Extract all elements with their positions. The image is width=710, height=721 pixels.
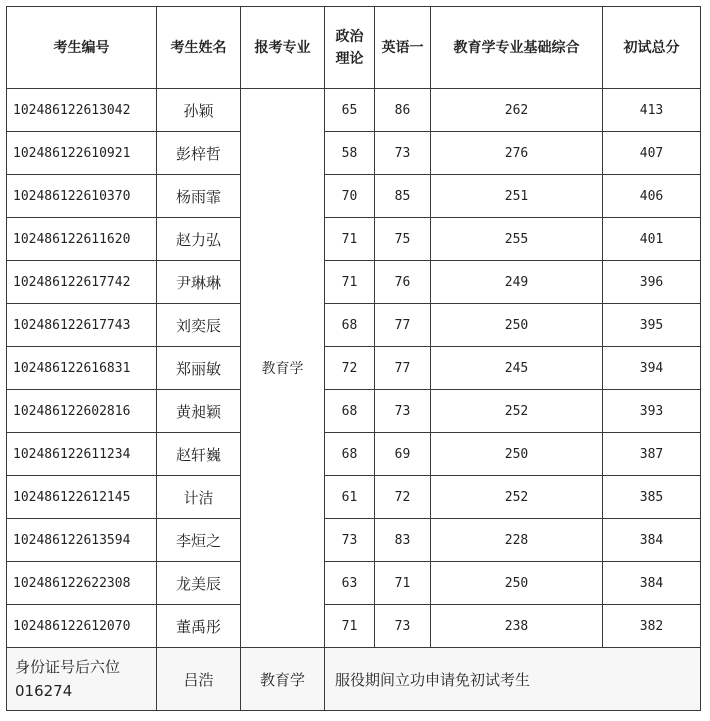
- header-politics: [325, 7, 375, 89]
- cell-education: 249: [431, 261, 603, 304]
- cell-exam-id: 102486122622308: [7, 562, 157, 605]
- cell-major: 教育学: [241, 89, 325, 648]
- footer-id-cell: [7, 648, 157, 711]
- cell-education: 250: [431, 433, 603, 476]
- cell-total: 384: [603, 562, 701, 605]
- cell-name: 赵力弘: [157, 218, 241, 261]
- cell-name: 郑丽敏: [157, 347, 241, 390]
- table-row: [7, 218, 701, 261]
- cell-name: 刘奕辰: [157, 304, 241, 347]
- cell-name: 尹琳琳: [157, 261, 241, 304]
- cell-education: 250: [431, 304, 603, 347]
- cell-name: 龙美辰: [157, 562, 241, 605]
- cell-education: 255: [431, 218, 603, 261]
- header-major: 报考专业: [241, 7, 325, 89]
- cell-politics: 58: [325, 132, 375, 175]
- cell-exam-id: 102486122611620: [7, 218, 157, 261]
- cell-politics: 63: [325, 562, 375, 605]
- cell-education: 276: [431, 132, 603, 175]
- cell-total: 385: [603, 476, 701, 519]
- table-row: [7, 132, 701, 175]
- cell-exam-id: 102486122610370: [7, 175, 157, 218]
- cell-name: 杨雨霏: [157, 175, 241, 218]
- cell-exam-id: 102486122602816: [7, 390, 157, 433]
- cell-english: 85: [375, 175, 431, 218]
- cell-total: 393: [603, 390, 701, 433]
- cell-total: 407: [603, 132, 701, 175]
- cell-exam-id: 102486122617742: [7, 261, 157, 304]
- table-row: [7, 562, 701, 605]
- cell-education: 228: [431, 519, 603, 562]
- cell-education: 262: [431, 89, 603, 132]
- cell-education: 252: [431, 390, 603, 433]
- header-row: [7, 7, 701, 89]
- cell-education: 245: [431, 347, 603, 390]
- cell-exam-id: 102486122613042: [7, 89, 157, 132]
- cell-english: 69: [375, 433, 431, 476]
- cell-total: 401: [603, 218, 701, 261]
- cell-exam-id: 102486122611234: [7, 433, 157, 476]
- cell-politics: 73: [325, 519, 375, 562]
- cell-politics: 71: [325, 218, 375, 261]
- cell-english: 73: [375, 605, 431, 648]
- cell-name: 黄昶颖: [157, 390, 241, 433]
- header-exam-id: 考生编号: [7, 7, 157, 89]
- cell-total: 395: [603, 304, 701, 347]
- cell-english: 73: [375, 390, 431, 433]
- cell-name: 彭梓哲: [157, 132, 241, 175]
- cell-total: 413: [603, 89, 701, 132]
- cell-english: 72: [375, 476, 431, 519]
- cell-english: 73: [375, 132, 431, 175]
- cell-exam-id: 102486122616831: [7, 347, 157, 390]
- score-body: [7, 89, 701, 648]
- footer-id-label: 身份证号后六位: [15, 658, 121, 676]
- cell-total: 406: [603, 175, 701, 218]
- cell-politics: 71: [325, 605, 375, 648]
- table-row: [7, 347, 701, 390]
- cell-education: 250: [431, 562, 603, 605]
- cell-education: 252: [431, 476, 603, 519]
- table-row: [7, 476, 701, 519]
- cell-politics: 70: [325, 175, 375, 218]
- footer-id-value: 016274: [15, 682, 73, 700]
- header-education: 教育学专业基础综合: [431, 7, 603, 89]
- score-table: [6, 6, 701, 711]
- cell-total: 384: [603, 519, 701, 562]
- cell-exam-id: 102486122610921: [7, 132, 157, 175]
- cell-exam-id: 102486122617743: [7, 304, 157, 347]
- table-row: [7, 433, 701, 476]
- cell-name: 计洁: [157, 476, 241, 519]
- table-row: [7, 519, 701, 562]
- cell-politics: 68: [325, 304, 375, 347]
- footer-major: 教育学: [241, 648, 325, 711]
- footer-note: 服役期间立功申请免初试考生: [325, 648, 701, 711]
- cell-english: 77: [375, 347, 431, 390]
- cell-total: 394: [603, 347, 701, 390]
- cell-politics: 72: [325, 347, 375, 390]
- cell-politics: 65: [325, 89, 375, 132]
- cell-english: 77: [375, 304, 431, 347]
- header-politics-line1: 政治: [335, 28, 364, 45]
- cell-english: 71: [375, 562, 431, 605]
- cell-politics: 68: [325, 390, 375, 433]
- table-row: [7, 605, 701, 648]
- cell-english: 76: [375, 261, 431, 304]
- table-row: [7, 261, 701, 304]
- table-row: [7, 304, 701, 347]
- table-row: [7, 390, 701, 433]
- cell-total: 387: [603, 433, 701, 476]
- cell-exam-id: 102486122612070: [7, 605, 157, 648]
- table-row: [7, 175, 701, 218]
- cell-education: 238: [431, 605, 603, 648]
- cell-exam-id: 102486122613594: [7, 519, 157, 562]
- header-politics-line2: 理论: [335, 50, 364, 67]
- footer-row: [7, 648, 701, 711]
- cell-total: 396: [603, 261, 701, 304]
- cell-english: 86: [375, 89, 431, 132]
- cell-politics: 61: [325, 476, 375, 519]
- cell-total: 382: [603, 605, 701, 648]
- header-name: 考生姓名: [157, 7, 241, 89]
- header-english: 英语一: [375, 7, 431, 89]
- cell-name: 赵轩巍: [157, 433, 241, 476]
- cell-name: 孙颖: [157, 89, 241, 132]
- cell-name: 董禹彤: [157, 605, 241, 648]
- header-total: 初试总分: [603, 7, 701, 89]
- cell-name: 李烜之: [157, 519, 241, 562]
- cell-politics: 71: [325, 261, 375, 304]
- table-row: [7, 89, 701, 132]
- cell-english: 83: [375, 519, 431, 562]
- footer-name: 吕浩: [157, 648, 241, 711]
- cell-exam-id: 102486122612145: [7, 476, 157, 519]
- cell-politics: 68: [325, 433, 375, 476]
- cell-education: 251: [431, 175, 603, 218]
- cell-english: 75: [375, 218, 431, 261]
